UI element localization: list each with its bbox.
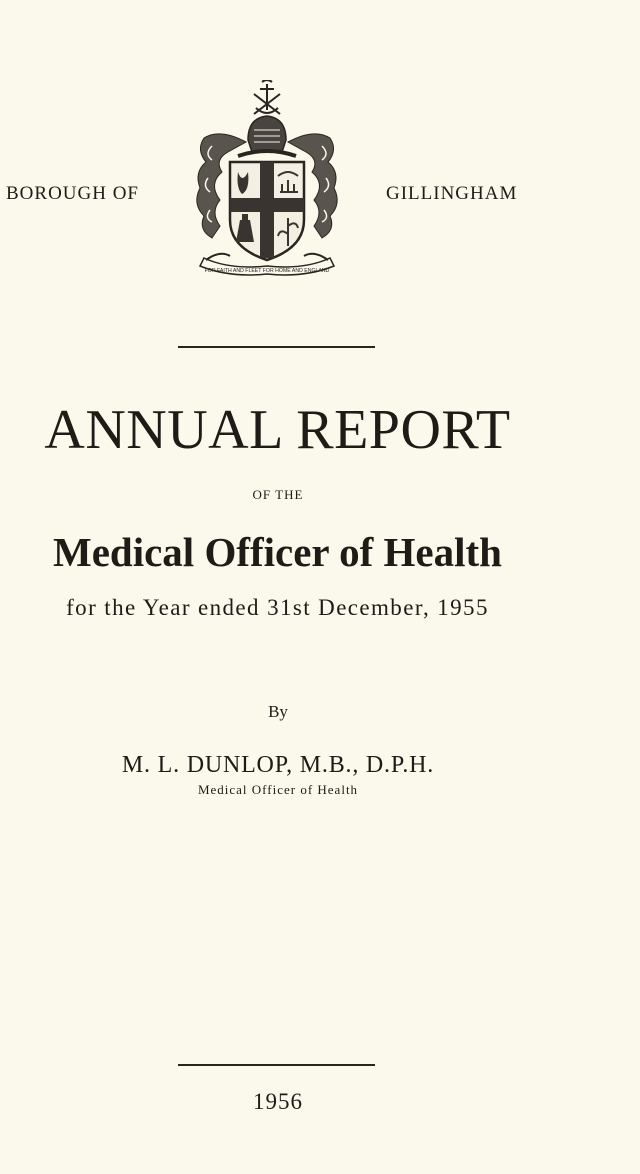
report-subject: Medical Officer of Health — [53, 529, 502, 575]
title-connector: OF THE — [252, 487, 304, 502]
author-name: M. L. DUNLOP, M.B., D.P.H. — [121, 752, 435, 778]
publication-year: 1956 — [253, 1089, 303, 1114]
coat-of-arms-icon — [190, 80, 345, 280]
report-period: for the Year ended 31st December, 1955 — [66, 595, 489, 620]
borough-label-right: GILLINGHAM — [386, 183, 518, 204]
top-divider — [178, 346, 375, 348]
author-role: Medical Officer of Health — [197, 782, 359, 797]
byline-label: By — [268, 702, 288, 721]
bottom-divider — [178, 1064, 375, 1066]
crest-motto: FOR FAITH AND FLEET FOR HOME AND ENGLAND — [204, 268, 330, 274]
borough-label-left: BOROUGH OF — [6, 183, 139, 204]
report-title: ANNUAL REPORT — [44, 399, 511, 461]
